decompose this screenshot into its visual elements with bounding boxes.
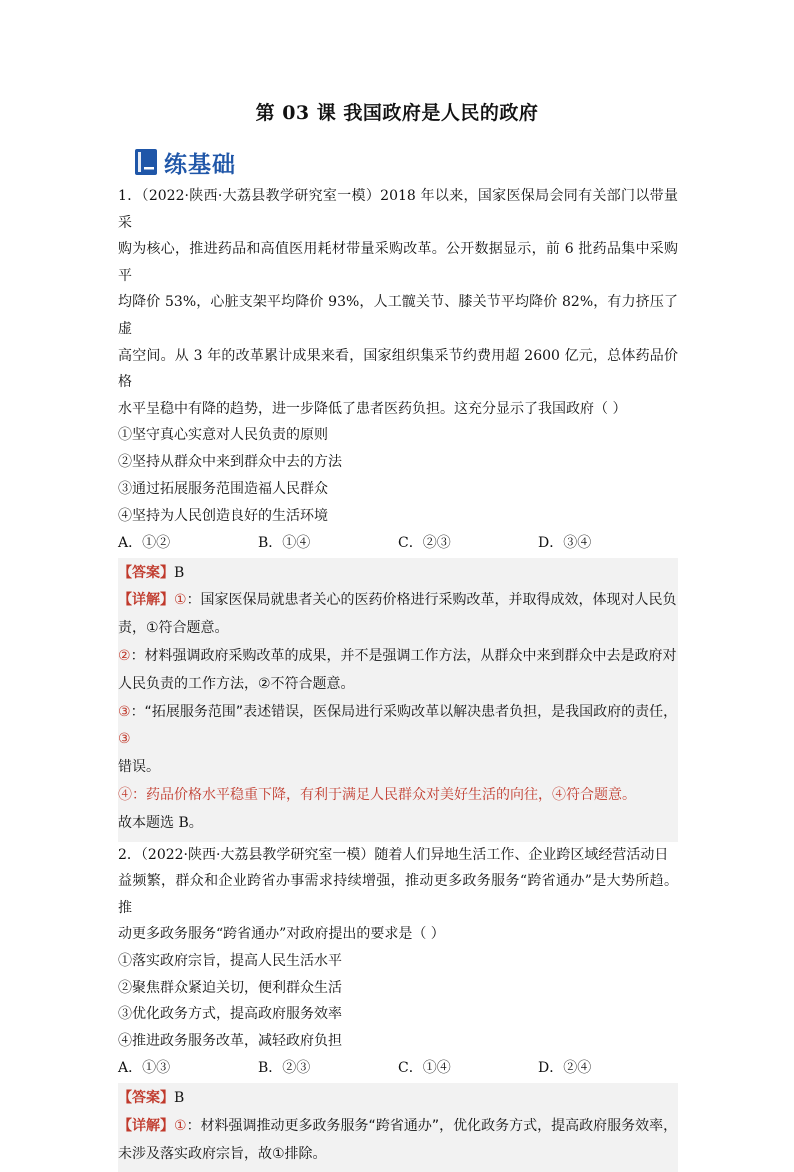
answer-value: B (174, 1090, 184, 1106)
choice-row (118, 530, 678, 556)
choice-c: C．①④ (398, 1055, 538, 1081)
choice-d: D．②④ (538, 1055, 678, 1081)
question-stem-line: 1．（2022·陕西·大荔县教学研究室一模）2018 年以来，国家医保局会同有关部门以带量采 (118, 183, 678, 236)
question-stem-line: 动更多政务服务“跨省通办”对政府提出的要求是（ ） (118, 921, 678, 948)
detail-line: 故本题选 B。 (118, 810, 678, 838)
detail-line: ④：药品价格水平稳重下降，有利于满足人民群众对美好生活的向往，④符合题意。 (118, 782, 678, 810)
section-label: 练基础 (164, 146, 236, 179)
book-icon (134, 148, 158, 176)
detail-line: 责，①符合题意。 (118, 615, 678, 643)
detail-line: 错误。 (118, 754, 678, 782)
detail-tag: 【详解】 (118, 1118, 174, 1134)
statement-3: ③通过拓展服务范围造福人民群众 (118, 476, 678, 503)
choice-b: B．②③ (258, 1055, 398, 1081)
statement-2: ②聚焦群众紧迫关切，便利群众生活 (118, 975, 678, 1002)
statement-3: ③优化政务方式，提高政府服务效率 (118, 1001, 678, 1028)
choice-d: D．③④ (538, 530, 678, 556)
question-2 (118, 842, 678, 1172)
answer-line (118, 560, 678, 588)
answer-line (118, 1085, 678, 1113)
section-header (134, 146, 236, 178)
detail-line: 【详解】①：国家医保局就患者关心的医药价格进行采购改革，并取得成效，体现对人民负 (118, 587, 678, 615)
choice-a: A．①③ (118, 1055, 258, 1081)
choice-a: A．①② (118, 530, 258, 556)
answer-box (118, 558, 678, 842)
question-stem-line: 购为核心，推进药品和高值医用耗材带量采购改革。公开数据显示，前 6 批药品集中采购平 (118, 236, 678, 289)
choice-b: B．①④ (258, 530, 398, 556)
detail-tag: 【详解】 (118, 592, 174, 608)
statement-1: ①落实政府宗旨，提高人民生活水平 (118, 948, 678, 975)
question-stem-line: 高空间。从 3 年的改革累计成果来看，国家组织集采节约费用超 2600 亿元，总体药品价格 (118, 343, 678, 396)
answer-box (118, 1083, 678, 1172)
question-stem-line: 益频繁，群众和企业跨省办事需求持续增强，推动更多政务服务“跨省通办”是大势所趋。推 (118, 868, 678, 921)
answer-tag: 【答案】 (118, 565, 174, 581)
detail-line: 人民负责的工作方法，②不符合题意。 (118, 671, 678, 699)
answer-tag: 【答案】 (118, 1090, 174, 1106)
detail-line: ③：“拓展服务范围”表述错误，医保局进行采购改革以解决患者负担，是我国政府的责任，③ (118, 699, 678, 755)
question-1 (118, 183, 678, 842)
question-list (118, 183, 678, 1172)
question-stem-line: 水平呈稳中有降的趋势，进一步降低了患者医药负担。这充分显示了我国政府（ ） (118, 396, 678, 423)
question-stem-line: 均降价 53%，心脏支架平均降价 93%，人工髋关节、膝关节平均降价 82%，有力挤压了虚 (118, 289, 678, 342)
question-stem-line: 2．（2022·陕西·大荔县教学研究室一模）随着人们异地生活工作、企业跨区域经营活动日 (118, 842, 678, 869)
detail-line: 未涉及落实政府宗旨，故①排除。 (118, 1141, 678, 1169)
choice-c: C．②③ (398, 530, 538, 556)
page-title: 第 03 课 我国政府是人民的政府 (0, 98, 794, 125)
statement-4: ④推进政务服务改革，减轻政府负担 (118, 1028, 678, 1055)
detail-line: ②：材料强调政府采购改革的成果，并不是强调工作方法，从群众中来到群众中去是政府对 (118, 643, 678, 671)
statement-1: ①坚守真心实意对人民负责的原则 (118, 422, 678, 449)
choice-row (118, 1055, 678, 1081)
answer-value: B (174, 565, 184, 581)
detail-line: 【详解】①：材料强调推动更多政务服务“跨省通办”，优化政务方式，提高政府服务效率， (118, 1113, 678, 1141)
statement-4: ④坚持为人民创造良好的生活环境 (118, 503, 678, 530)
statement-2: ②坚持从群众中来到群众中去的方法 (118, 449, 678, 476)
